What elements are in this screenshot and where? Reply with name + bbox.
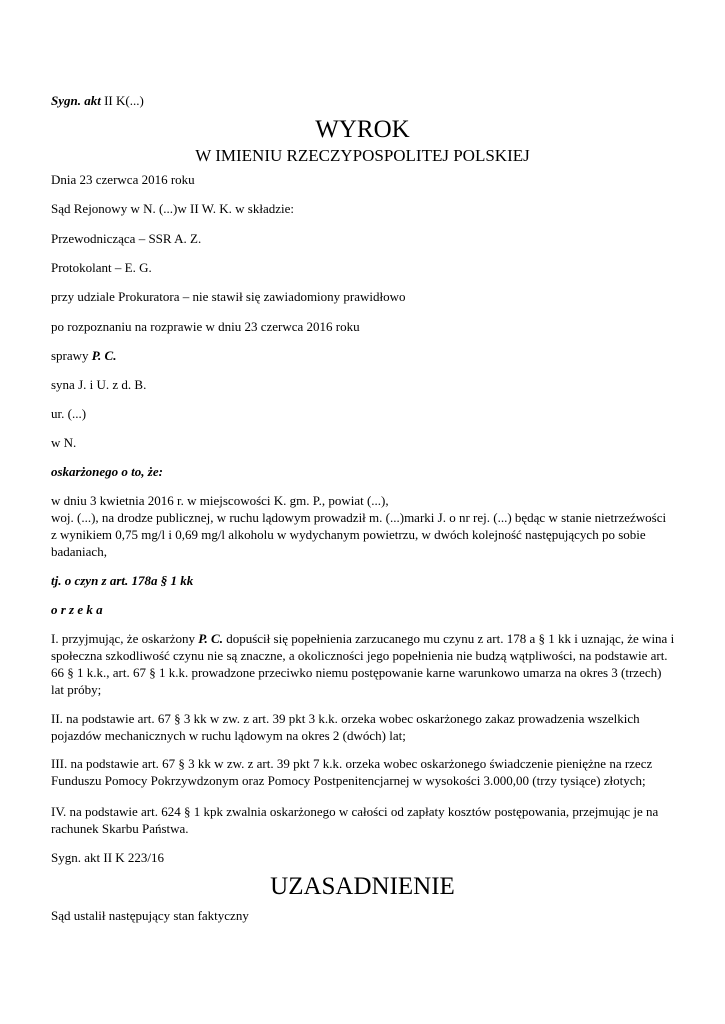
residence-line: w N. bbox=[51, 435, 77, 450]
court-composition: Sąd Rejonowy w N. (...)w II W. K. w składzie: bbox=[51, 201, 294, 216]
case-signature-label: Sygn. akt bbox=[51, 93, 101, 108]
charge-line: badaniach, bbox=[51, 544, 107, 559]
verdict-line: rachunek Skarbu Państwa. bbox=[51, 821, 189, 836]
charge-paragraph bbox=[51, 492, 675, 560]
verdict-point-1-text-b: dopuścił się popełnienia zarzucanego mu czynu z art. 178 a § 1 kk i uznając, że wina i bbox=[222, 631, 675, 646]
verdict-point-3 bbox=[51, 755, 675, 789]
charge-article: tj. o czyn z art. 178a § 1 kk bbox=[51, 573, 194, 588]
birth-line: ur. (...) bbox=[51, 406, 87, 421]
case-prefix: sprawy bbox=[51, 348, 92, 363]
verdict-line: społeczna szkodliwość czynu nie są znaczne, a okoliczności jego popełnienia nie budzą wątpliwości, na podstawie art. bbox=[51, 648, 668, 663]
accused-heading: oskarżonego o to, że: bbox=[51, 464, 163, 479]
orzeka-heading: o r z e k a bbox=[51, 602, 103, 617]
case-signature bbox=[51, 92, 144, 109]
verdict-line: III. na podstawie art. 67 § 3 kk w zw. z art. 39 pkt 7 k.k. orzeka wobec oskarżonego świadczenie pieniężne na rzecz bbox=[51, 756, 653, 771]
verdict-line: 66 § 1 k.k., art. 67 § 1 k.k. prowadzone przeciwko niemu postępowanie karne warunkowo umarza na okres 3 (trzech) bbox=[51, 665, 662, 680]
charge-line: woj. (...), na drodze publicznej, w ruchu lądowym prowadził m. (...)marki J. o nr rej. (...) będąc w stanie nietrzeźwości bbox=[51, 510, 667, 525]
case-signature-footer: Sygn. akt II K 223/16 bbox=[51, 850, 165, 865]
prosecutor-line: przy udziale Prokuratora – nie stawił się zawiadomiony prawidłowo bbox=[51, 289, 406, 304]
verdict-title: WYROK bbox=[315, 116, 410, 143]
verdict-line: pojazdów mechanicznych w ruchu lądowym na okres 2 (dwóch) lat; bbox=[51, 728, 406, 743]
case-signature-value: II K(...) bbox=[104, 93, 144, 108]
verdict-point-1-name: P. C. bbox=[198, 631, 223, 646]
verdict-line: Funduszu Pomocy Pokrzywdzonym oraz Pomocy Postpenitencjarnej w wysokości 3.000,00 (trzy tysiące) złotych; bbox=[51, 773, 646, 788]
parents-line: syna J. i U. z d. B. bbox=[51, 377, 147, 392]
verdict-line: II. na podstawie art. 67 § 3 kk w zw. z art. 39 pkt 3 k.k. orzeka wobec oskarżonego zakaz prowadzenia wszelkich bbox=[51, 711, 640, 726]
accused-name: P. C. bbox=[91, 348, 117, 363]
verdict-point-1-first-line bbox=[51, 630, 675, 647]
case-line bbox=[51, 347, 116, 364]
verdict-point-1 bbox=[51, 630, 675, 698]
justification-intro: Sąd ustalił następujący stan faktyczny bbox=[51, 908, 249, 923]
justification-title: UZASADNIENIE bbox=[270, 873, 455, 900]
charge-line: z wynikiem 0,75 mg/l i 0,69 mg/l alkoholu w wydychanym powietrzu, w dwóch kolejność następujących po sobie bbox=[51, 527, 646, 542]
verdict-line: lat próby; bbox=[51, 682, 102, 697]
presiding-judge: Przewodnicząca – SSR A. Z. bbox=[51, 231, 202, 246]
verdict-date: Dnia 23 czerwca 2016 roku bbox=[51, 172, 195, 187]
verdict-point-1-text-a: I. przyjmując, że oskarżony bbox=[51, 631, 199, 646]
court-clerk: Protokolant – E. G. bbox=[51, 260, 152, 275]
hearing-line: po rozpoznaniu na rozprawie w dniu 23 czerwca 2016 roku bbox=[51, 319, 360, 334]
verdict-line: IV. na podstawie art. 624 § 1 kpk zwalnia oskarżonego w całości od zapłaty kosztów postępowania, przejmując je na bbox=[51, 804, 659, 819]
verdict-point-2 bbox=[51, 710, 675, 744]
verdict-point-4 bbox=[51, 803, 675, 837]
verdict-subtitle: W IMIENIU RZECZYPOSPOLITEJ POLSKIEJ bbox=[195, 146, 530, 165]
charge-line: w dniu 3 kwietnia 2016 r. w miejscowości K. gm. P., powiat (...), bbox=[51, 493, 389, 508]
